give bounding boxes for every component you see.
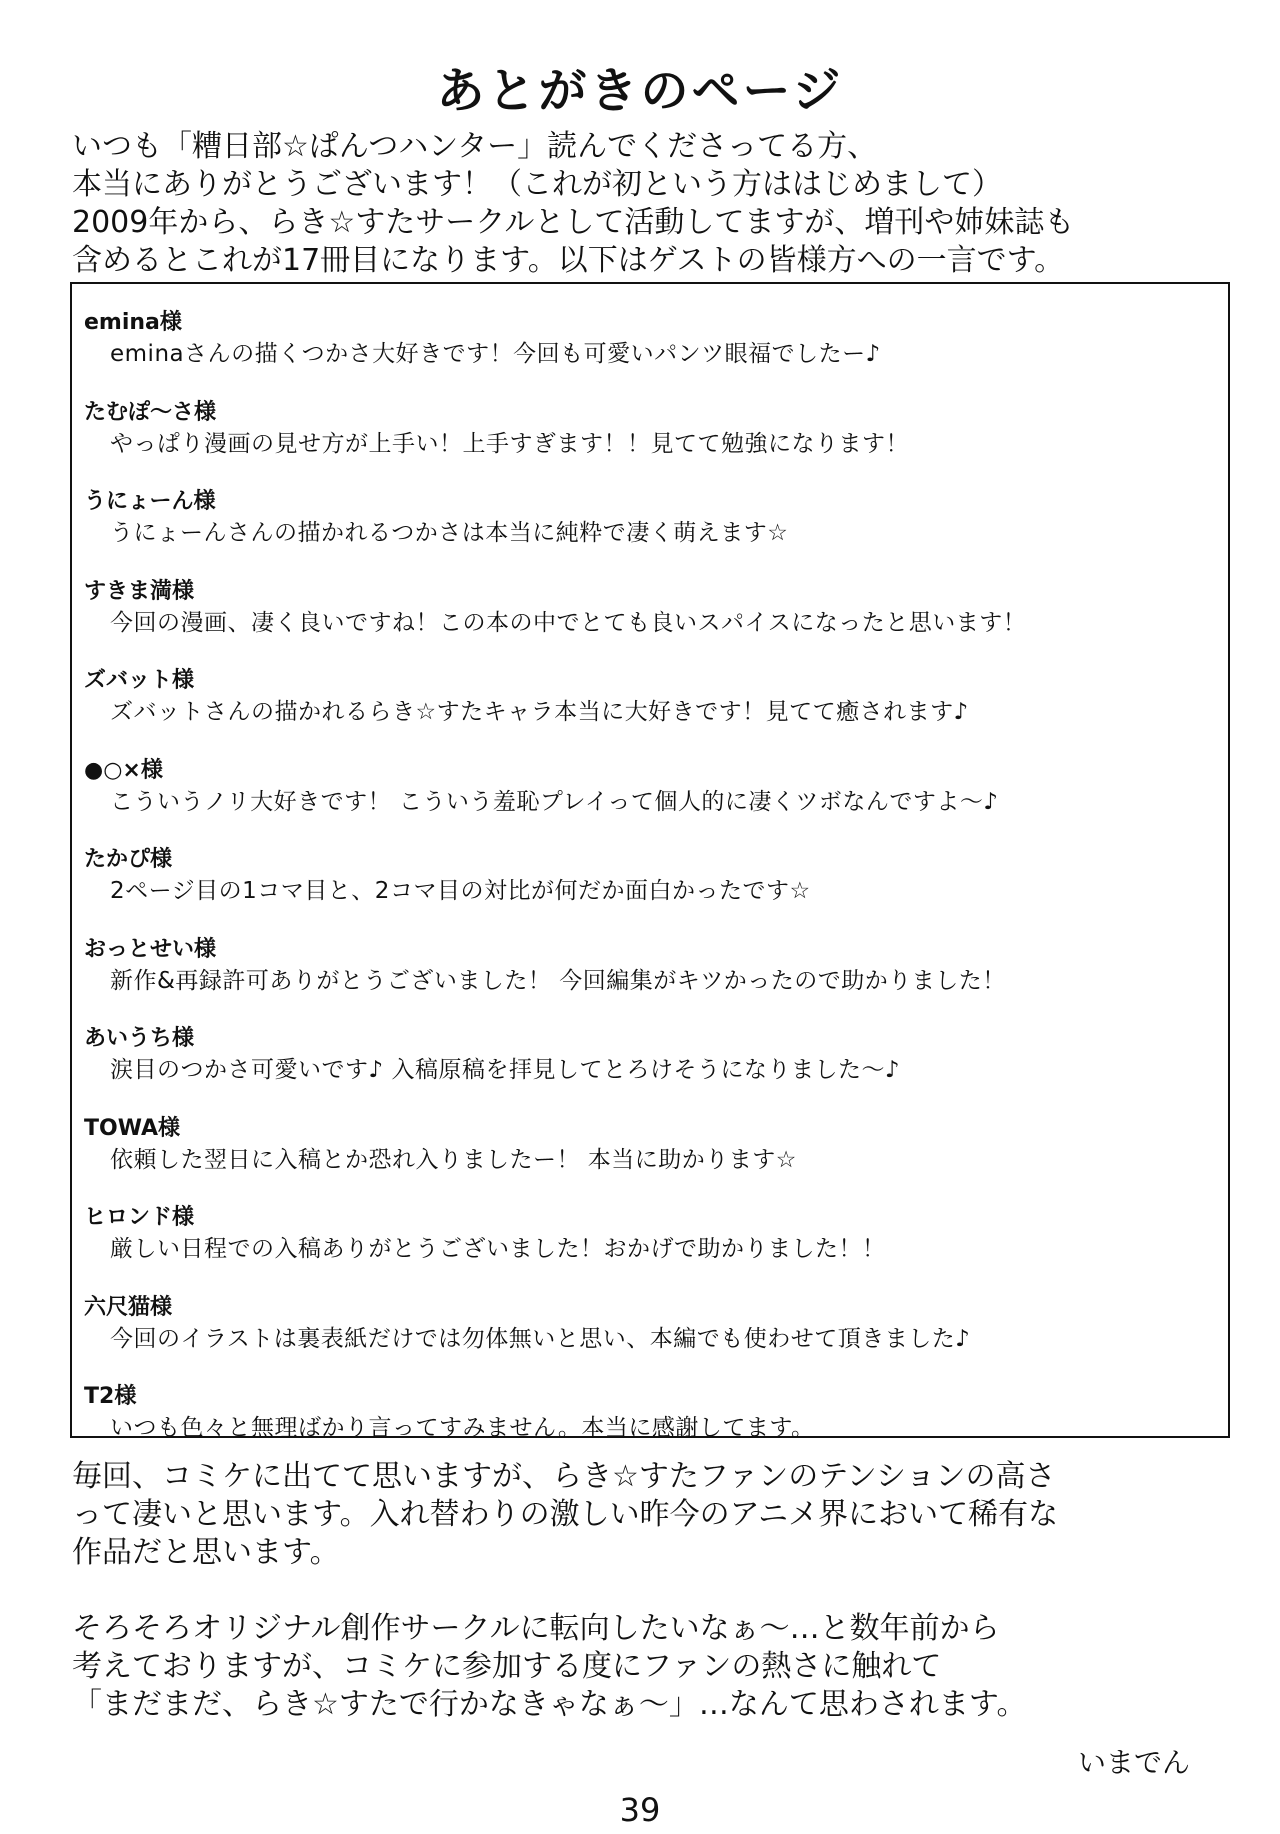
- guest-name: たかぴ様: [84, 847, 173, 872]
- guest-list: [84, 308, 1214, 1472]
- guest-entry: [84, 487, 1214, 577]
- intro-line: いつも「糟日部☆ぱんつハンター」読んでくださってる方、: [72, 129, 878, 164]
- guest-message: 新作&再録許可ありがとうございました！ 今回編集がキツかったので助かりました！: [110, 967, 1006, 994]
- intro-line: 2009年から、らき☆すたサークルとして活動してますが、増刊や姉妹誌も: [72, 205, 1075, 240]
- closing-text: [72, 1458, 1232, 1724]
- guest-name: たむぽ〜さ様: [84, 399, 217, 425]
- guest-name: 六尺猫様: [84, 1294, 173, 1320]
- guest-entry: [84, 308, 1214, 398]
- guest-name: T2様: [84, 1384, 137, 1409]
- author-signature: いまでん: [1077, 1746, 1190, 1779]
- guest-entry: [84, 1024, 1214, 1114]
- closing-line: って凄いと思います。入れ替わりの激しい昨今のアニメ界において稀有な: [72, 1497, 1059, 1532]
- intro-line: 含めるとこれが17冊目になります。以下はゲストの皆様方への一言です。: [72, 243, 1065, 278]
- guest-message: eminaさんの描くつかさ大好きです！今回も可愛いパンツ眼福でしたー♪: [110, 341, 881, 367]
- guest-message: うにょーんさんの描かれるつかさは本当に純粋で凄く萌えます☆: [110, 520, 789, 546]
- guest-entry: [84, 398, 1214, 488]
- guest-message: 厳しい日程での入稿ありがとうございました！おかげで助かりました！！: [110, 1236, 886, 1262]
- guest-entry: [84, 845, 1214, 935]
- guest-entry: [84, 666, 1214, 756]
- closing-line: 考えておりますが、コミケに参加する度にファンの熱さに触れて: [72, 1649, 942, 1684]
- guest-name: うにょーん様: [84, 489, 216, 514]
- guest-name: おっとせい様: [84, 936, 217, 962]
- guest-entry: [84, 1203, 1214, 1293]
- closing-line: 作品だと思います。: [72, 1535, 340, 1570]
- closing-line: そろそろオリジナル創作サークルに転向したいなぁ〜…と数年前から: [72, 1611, 1000, 1646]
- guest-name: ズバット様: [84, 668, 195, 693]
- guest-entry: [84, 1293, 1214, 1383]
- guest-message: 依頼した翌日に入稿とか恐れ入りましたー！ 本当に助かります☆: [110, 1146, 797, 1173]
- guest-message: やっぱり漫画の見せ方が上手い！上手すぎます！！見てて勉強になります！: [110, 430, 909, 457]
- guest-name: あいうち様: [84, 1026, 195, 1051]
- intro-text: [72, 128, 1232, 280]
- page-title: あとがきのページ: [436, 63, 844, 119]
- guest-entry: [84, 935, 1214, 1025]
- guest-entry: [84, 577, 1214, 667]
- closing-line: 「まだまだ、らき☆すたで行かなきゃなぁ〜」…なんて思わされます。: [72, 1687, 1027, 1722]
- guest-message: こういうノリ大好きです！ こういう羞恥プレイって個人的に凄くツボなんですよ〜♪: [110, 788, 999, 815]
- guest-name: ヒロンド様: [84, 1205, 195, 1230]
- paragraph-gap: [72, 1572, 1232, 1610]
- page-number: 39: [619, 1791, 661, 1829]
- guest-message: 涙目のつかさ可愛いです♪ 入稿原稿を拝見してとろけそうになりました〜♪: [110, 1057, 901, 1083]
- guest-message: ズバットさんの描かれるらき☆すたキャラ本当に大好きです！見てて癒されます♪: [110, 699, 969, 725]
- intro-line: 本当にありがとうございます！（これが初という方ははじめまして）: [72, 167, 1002, 202]
- guest-message: いつも色々と無理ばかり言ってすみません。本当に感謝してます。: [110, 1415, 815, 1441]
- guest-name: すきま満様: [84, 578, 195, 604]
- guest-name: ●○×様: [84, 757, 163, 783]
- guest-message: 2ページ目の1コマ目と、2コマ目の対比が何だか面白かったです☆: [110, 878, 811, 904]
- guest-name: emina様: [84, 310, 182, 335]
- closing-line: 毎回、コミケに出てて思いますが、らき☆すたファンのテンションの高さ: [72, 1459, 1056, 1494]
- guest-entry: [84, 756, 1214, 846]
- guest-messages-box: [70, 282, 1230, 1441]
- guest-message: 今回のイラストは裏表紙だけでは勿体無いと思い、本編でも使わせて頂きました♪: [110, 1325, 971, 1352]
- guest-message: 今回の漫画、凄く良いですね！この本の中でとても良いスパイスになったと思います！: [110, 609, 1027, 636]
- guest-entry: [84, 1114, 1214, 1204]
- guest-name: TOWA様: [84, 1115, 181, 1141]
